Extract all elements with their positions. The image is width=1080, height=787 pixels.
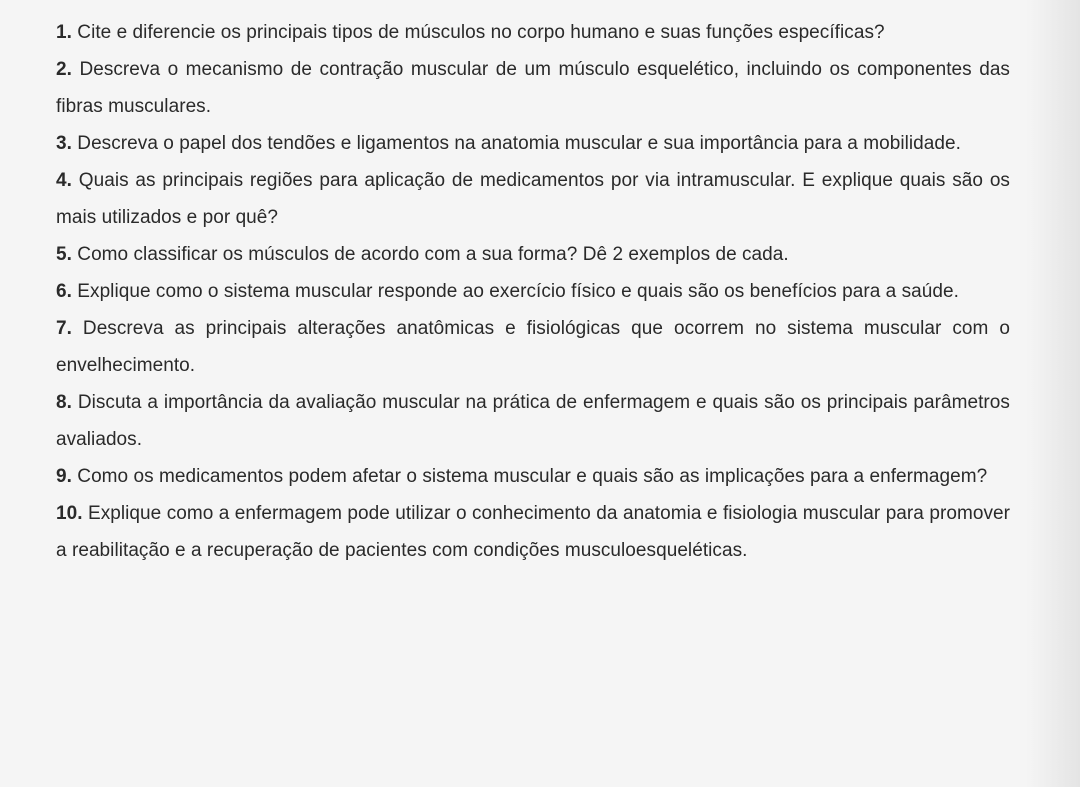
- question-number: 3.: [56, 133, 72, 154]
- question-number: 10.: [56, 503, 83, 524]
- question-text: Como classificar os músculos de acordo com a sua forma? Dê 2 exemplos de cada.: [77, 244, 789, 265]
- question-7: [56, 310, 1010, 384]
- question-number: 2.: [56, 59, 72, 80]
- question-text: Discuta a importância da avaliação muscular na prática de enfermagem e quais são os principais parâmetros avaliados.: [56, 392, 1010, 450]
- question-10: [56, 495, 1010, 569]
- question-text: Quais as principais regiões para aplicação de medicamentos por via intramuscular. E explique quais são os mais utilizados e por quê?: [56, 170, 1010, 228]
- question-text: Explique como a enfermagem pode utilizar o conhecimento da anatomia e fisiologia muscular para promover a reabilitação e a recuperação de pacientes com condições musculoesqueléticas.: [56, 503, 1010, 561]
- question-6: [56, 273, 1010, 310]
- question-3: [56, 125, 1010, 162]
- question-1: [56, 14, 1010, 51]
- question-text: Descreva o mecanismo de contração muscular de um músculo esquelético, incluindo os componentes das fibras musculares.: [56, 59, 1010, 117]
- question-number: 8.: [56, 392, 72, 413]
- question-number: 6.: [56, 281, 72, 302]
- page-edge-shadow: [1026, 0, 1080, 787]
- question-text: Explique como o sistema muscular responde ao exercício físico e quais são os benefícios para a saúde.: [77, 281, 959, 302]
- question-5: [56, 236, 1010, 273]
- question-number: 1.: [56, 22, 72, 43]
- question-text: Descreva o papel dos tendões e ligamentos na anatomia muscular e sua importância para a mobilidade.: [77, 133, 961, 154]
- question-4: [56, 162, 1010, 236]
- question-text: Cite e diferencie os principais tipos de músculos no corpo humano e suas funções específicas?: [77, 22, 885, 43]
- question-8: [56, 384, 1010, 458]
- question-text: Descreva as principais alterações anatômicas e fisiológicas que ocorrem no sistema muscular com o envelhecimento.: [56, 318, 1010, 376]
- question-2: [56, 51, 1010, 125]
- question-number: 5.: [56, 244, 72, 265]
- question-9: [56, 458, 1010, 495]
- question-number: 7.: [56, 318, 72, 339]
- question-number: 9.: [56, 466, 72, 487]
- question-number: 4.: [56, 170, 72, 191]
- question-text: Como os medicamentos podem afetar o sistema muscular e quais são as implicações para a enfermagem?: [77, 466, 988, 487]
